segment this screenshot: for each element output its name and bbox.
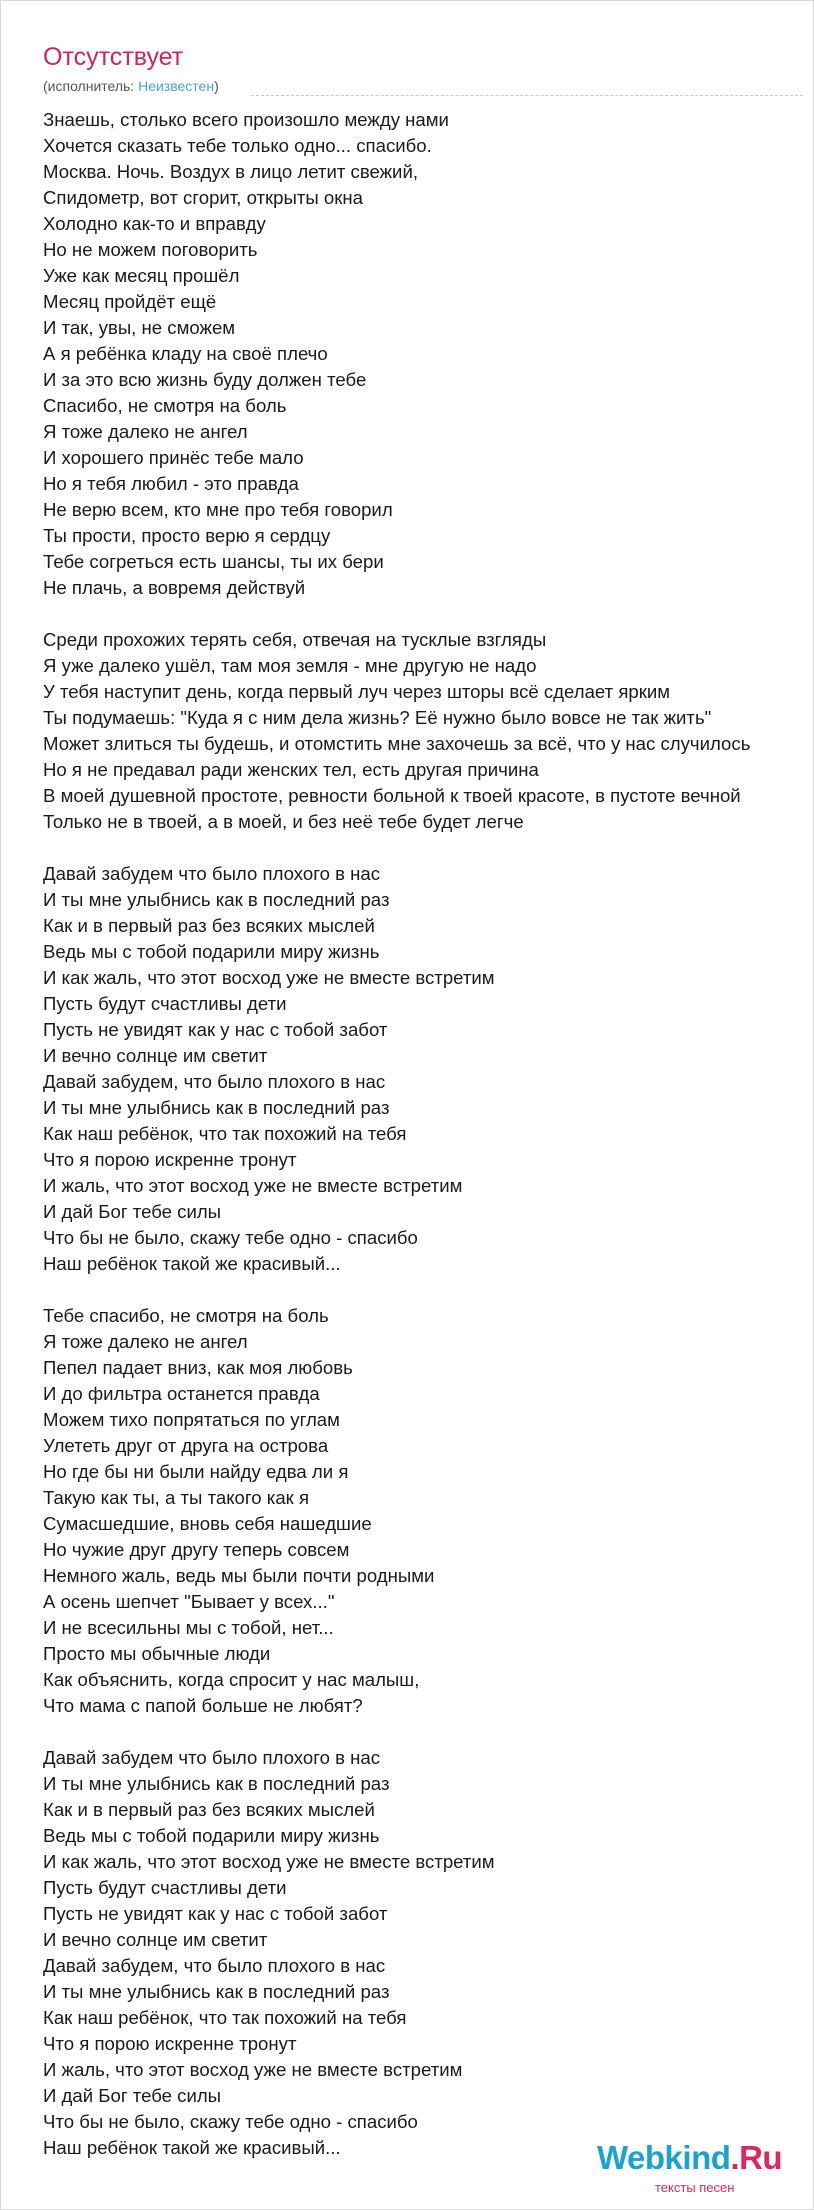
lyric-line: И ты мне улыбнись как в последний раз [43, 1097, 390, 1118]
lyric-line: Можем тихо попрятаться по углам [43, 1409, 340, 1430]
lyric-line: Тебе спасибо, не смотря на боль [43, 1305, 329, 1326]
lyric-line: Спидометр, вот сгорит, открыты окна [43, 187, 363, 208]
lyric-line: И дай Бог тебе силы [43, 2085, 222, 2106]
lyric-line: Пепел падает вниз, как моя любовь [43, 1357, 353, 1378]
lyric-line: Давай забудем что было плохого в нас [43, 1747, 381, 1768]
lyric-line: Что я порою искренне тронут [43, 1149, 297, 1170]
lyric-line: Как наш ребёнок, что так похожий на тебя [43, 2007, 407, 2028]
lyric-line: Холодно как-то и вправду [43, 213, 266, 234]
lyric-line: Пусть будут счастливы дети [43, 993, 287, 1014]
lyric-line: Пусть будут счастливы дети [43, 1877, 287, 1898]
lyric-line: Ты подумаешь: "Куда я с ним дела жизнь? Её нужно было вовсе не так жить" [43, 707, 712, 728]
lyric-line: Но чужие друг другу теперь совсем [43, 1539, 350, 1560]
lyric-line: И как жаль, что этот восход уже не вместе встретим [43, 1851, 495, 1872]
lyric-line: Тебе согреться есть шансы, ты их бери [43, 551, 384, 572]
logo-tld: .Ru [730, 2139, 783, 2176]
lyric-line: Что мама с папой больше не любят? [43, 1695, 363, 1716]
lyric-line: Как наш ребёнок, что так похожий на тебя [43, 1123, 407, 1144]
lyric-line: Давай забудем что было плохого в нас [43, 863, 381, 884]
lyrics-body [43, 107, 814, 2161]
lyric-line: И дай Бог тебе силы [43, 1201, 222, 1222]
lyric-line: А осень шепчет "Бывает у всех..." [43, 1591, 335, 1612]
lyric-line: Не плачь, а вовремя действуй [43, 577, 306, 598]
logo-tagline: тексты песен [655, 2180, 735, 2195]
lyric-line: И ты мне улыбнись как в последний раз [43, 1773, 390, 1794]
lyric-line: Ведь мы с тобой подарили миру жизнь [43, 941, 380, 962]
lyric-line: Но я не предавал ради женских тел, есть другая причина [43, 759, 539, 780]
lyric-line: Пусть не увидят как у нас с тобой забот [43, 1019, 388, 1040]
lyric-line: Как объяснить, когда спросит у нас малыш, [43, 1669, 420, 1690]
lyric-line: Спасибо, не смотря на боль [43, 395, 287, 416]
lyric-line: И хорошего принёс тебе мало [43, 447, 304, 468]
lyric-line: И ты мне улыбнись как в последний раз [43, 1981, 390, 2002]
lyric-line: И как жаль, что этот восход уже не вместе встретим [43, 967, 495, 988]
lyric-line: Ведь мы с тобой подарили миру жизнь [43, 1825, 380, 1846]
lyric-line: Что бы не было, скажу тебе одно - спасибо [43, 1227, 418, 1248]
lyric-line: Я уже далеко ушёл, там моя земля - мне другую не надо [43, 655, 537, 676]
lyric-line: Месяц пройдёт ещё [43, 291, 217, 312]
lyric-line: Как и в первый раз без всяких мыслей [43, 915, 375, 936]
lyric-line: Но где бы ни были найду едва ли я [43, 1461, 349, 1482]
artist-link[interactable]: Неизвестен [138, 78, 215, 94]
lyric-line: Я тоже далеко не ангел [43, 421, 248, 442]
lyric-line: Знаешь, столько всего произошло между нами [43, 109, 449, 130]
lyric-line: Среди прохожих терять себя, отвечая на тусклые взгляды [43, 629, 547, 650]
lyric-line: Наш ребёнок такой же красивый... [43, 2137, 341, 2158]
stanza-gap [43, 835, 814, 861]
lyric-line: Улететь друг от друга на острова [43, 1435, 329, 1456]
stanza-gap [43, 601, 814, 627]
lyric-line: Москва. Ночь. Воздух в лицо летит свежий, [43, 161, 418, 182]
logo-wordmark [597, 2139, 782, 2177]
webkind-logo[interactable] [597, 2139, 797, 2199]
lyric-line: И до фильтра останется правда [43, 1383, 320, 1404]
lyric-line: Что бы не было, скажу тебе одно - спасибо [43, 2111, 418, 2132]
lyric-line: Наш ребёнок такой же красивый... [43, 1253, 341, 1274]
lyric-line: В моей душевной простоте, ревности больной к твоей красоте, в пустоте вечной [43, 785, 741, 806]
lyric-line: Хочется сказать тебе только одно... спасибо. [43, 135, 432, 156]
lyric-line: Просто мы обычные люди [43, 1643, 271, 1664]
lyric-line: И вечно солнце им светит [43, 1929, 268, 1950]
lyric-line: Как и в первый раз без всяких мыслей [43, 1799, 375, 1820]
lyric-line: Давай забудем, что было плохого в нас [43, 1071, 386, 1092]
lyric-line: Пусть не увидят как у нас с тобой забот [43, 1903, 388, 1924]
header-divider [251, 95, 803, 96]
artist-prefix: (исполнитель: [43, 78, 139, 94]
lyric-line: И так, увы, не сможем [43, 317, 236, 338]
lyric-line: Сумасшедшие, вновь себя нашедшие [43, 1513, 372, 1534]
artist-suffix: ) [214, 78, 219, 94]
stanza-gap [43, 1277, 814, 1303]
lyric-line: Немного жаль, ведь мы были почти родными [43, 1565, 435, 1586]
lyric-line: И вечно солнце им светит [43, 1045, 268, 1066]
lyric-line: Давай забудем, что было плохого в нас [43, 1955, 386, 1976]
lyric-line: Я тоже далеко не ангел [43, 1331, 248, 1352]
lyric-line: И ты мне улыбнись как в последний раз [43, 889, 390, 910]
lyric-line: Только не в твоей, а в моей, и без неё тебе будет легче [43, 811, 524, 832]
lyric-line: Что я порою искренне тронут [43, 2033, 297, 2054]
lyric-line: Но не можем поговорить [43, 239, 258, 260]
lyric-line: Уже как месяц прошёл [43, 265, 240, 286]
lyric-line: А я ребёнка кладу на своё плечо [43, 343, 328, 364]
stanza-gap [43, 1719, 814, 1745]
lyric-line: И жаль, что этот восход уже не вместе встретим [43, 1175, 463, 1196]
lyric-line: И не всесильны мы с тобой, нет... [43, 1617, 334, 1638]
logo-brand: Webkind [597, 2139, 731, 2176]
lyric-line: Не верю всем, кто мне про тебя говорил [43, 499, 393, 520]
lyric-line: И жаль, что этот восход уже не вместе встретим [43, 2059, 463, 2080]
song-title: Отсутствует [43, 43, 184, 71]
lyric-line: Но я тебя любил - это правда [43, 473, 299, 494]
lyric-line: У тебя наступит день, когда первый луч через шторы всё сделает ярким [43, 681, 671, 702]
lyric-line: Может злиться ты будешь, и отомстить мне захочешь за всё, что у нас случилось [43, 733, 751, 754]
artist-line [43, 78, 219, 94]
lyric-line: И за это всю жизнь буду должен тебе [43, 369, 367, 390]
lyric-line: Ты прости, просто верю я сердцу [43, 525, 331, 546]
lyric-line: Такую как ты, а ты такого как я [43, 1487, 310, 1508]
